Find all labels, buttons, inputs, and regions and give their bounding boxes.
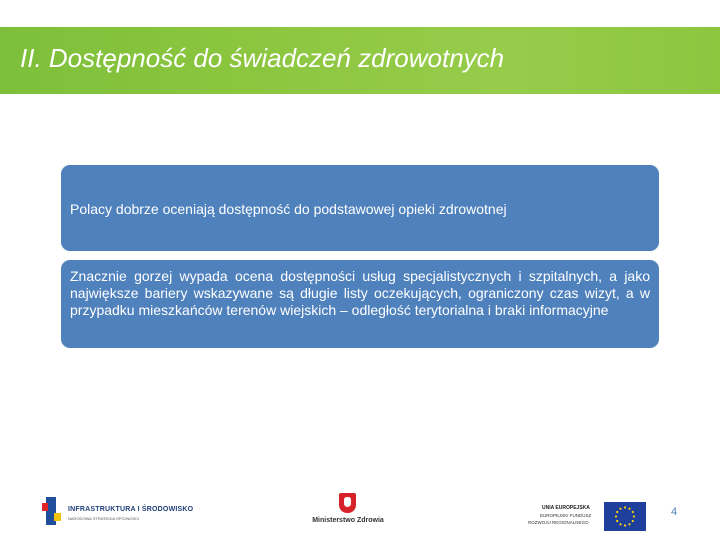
eu-star-icon [619, 508, 621, 510]
infrastruktura-logo-subtitle: NARODOWA STRATEGIA SPÓJNOŚCI [68, 516, 140, 521]
eu-star-icon [616, 511, 618, 513]
eu-flag-icon [604, 502, 646, 531]
eu-star-icon [632, 520, 634, 522]
info-box-primary-care-text: Polacy dobrze oceniają dostępność do podstawowej opieki zdrowotnej [70, 201, 507, 217]
ministry-of-health-label: Ministerstwo Zdrowia [312, 517, 384, 524]
info-box-primary-care [61, 165, 659, 251]
slide-title: II. Dostępność do świadczeń zdrowotnych [20, 43, 505, 73]
page-number: 4 [670, 506, 678, 518]
eu-logo-line3: ROZWOJU REGIONALNEGO [528, 520, 589, 525]
info-box-specialist-care-text: Znacznie gorzej wypada ocena dostępności usług specjalistycznych i szpitalnych, a jako największe bariery wskazywane są długie listy oczekujących, ograniczony czas wizyt, a w przypadku mieszkańców terenów wiejskich – odległość terytorialna i braki informacyjne [70, 268, 650, 318]
eu-star-icon [632, 511, 634, 513]
info-box-specialist-care [61, 260, 659, 348]
polish-eagle-icon [339, 493, 356, 513]
infrastruktura-logo [42, 495, 194, 529]
eu-star-icon [633, 515, 635, 517]
eu-star-icon [615, 515, 617, 517]
eu-star-icon [624, 524, 626, 526]
infrastruktura-logo-mark [42, 497, 62, 525]
eu-logo-line2: EUROPEJSKI FUNDUSZ [540, 513, 592, 518]
ministry-of-health-logo [310, 493, 386, 529]
eu-fund-logo [528, 502, 650, 532]
eu-logo-line1: UNIA EUROPEJSKA [542, 505, 590, 511]
eu-star-icon [624, 506, 626, 508]
eu-star-icon [616, 520, 618, 522]
infrastruktura-logo-title: INFRASTRUKTURA I ŚRODOWISKO [68, 506, 194, 513]
eu-star-icon [628, 523, 630, 525]
eu-star-icon [628, 508, 630, 510]
eu-star-icon [619, 523, 621, 525]
